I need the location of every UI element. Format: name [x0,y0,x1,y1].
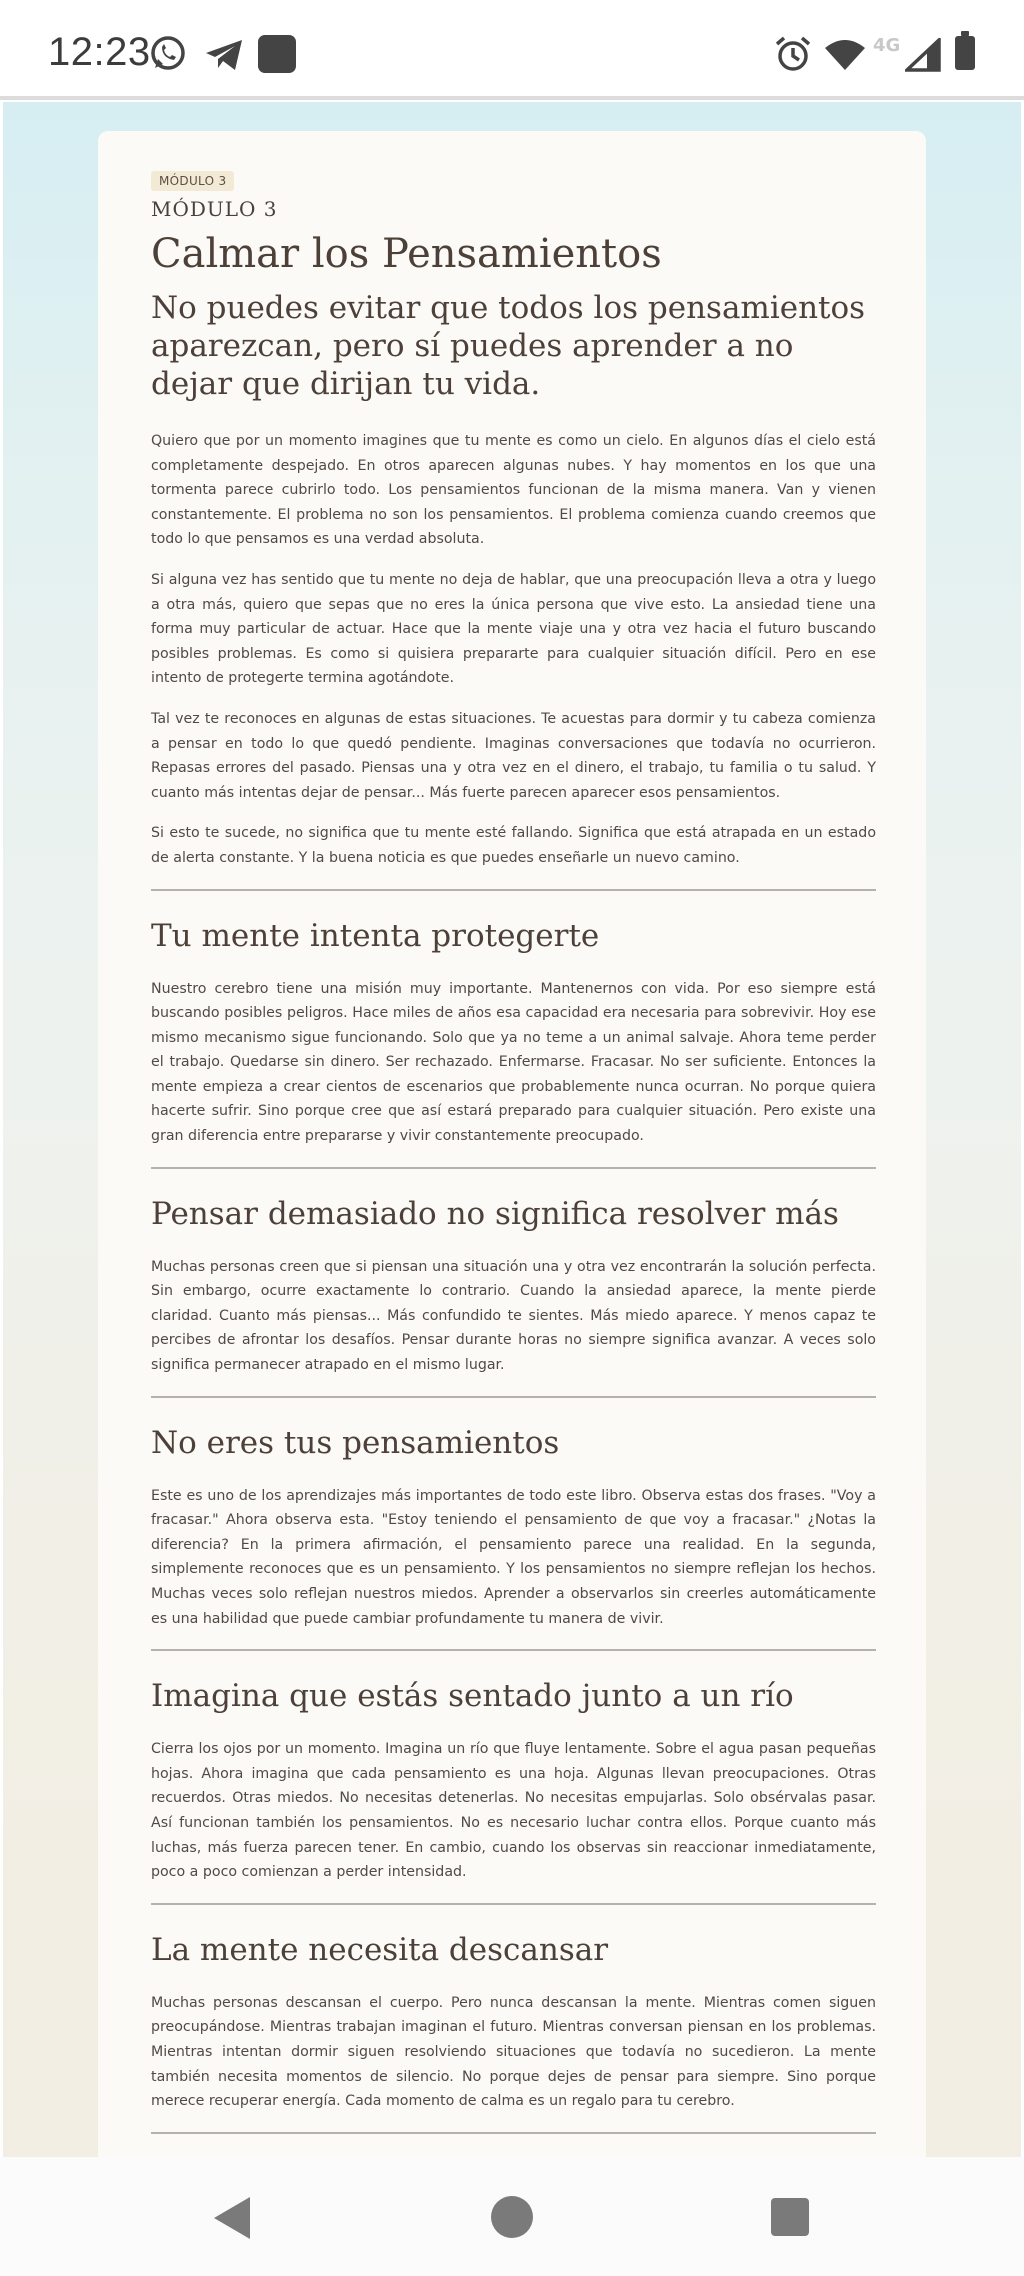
battery-icon [955,36,975,70]
status-bar [0,0,1024,96]
section-heading: No eres tus pensamientos [151,1424,560,1461]
whatsapp-icon [148,34,188,74]
section-divider [151,2132,876,2134]
section-divider [151,889,876,891]
section-divider [151,1167,876,1169]
section-divider [151,1903,876,1905]
telegram-icon [204,38,244,72]
section-paragraph: Cierra los ojos por un momento. Imagina un río que fluye lentamente. Sobre el agua pasan pequeñas hojas. Ahora imagina que cada pensamiento es una hoja. Algunas llevan preocupaciones. Otras recuerdos. Otras miedos. No necesitas detenerlas. No necesitas empujarlas. Solo obsérvalas pasar. Así funcionan también los pensamientos. No es necesario luchar contra ellos. Porque cuanto más luchas, más fuerza parecen tener. En cambio, cuando los observas sin reaccionar inmediatamente, poco a poco comienzan a perder intensidad. [151,1741,876,1881]
alarm-icon [773,34,813,74]
home-icon[interactable] [490,2195,534,2239]
section-divider [151,1396,876,1398]
page-viewport[interactable] [3,102,1021,2157]
section-divider [151,1649,876,1651]
intro-paragraph: Si esto te sucede, no significa que tu mente esté fallando. Significa que está atrapada en un estado de alerta constante. Y la buena noticia es que puedes enseñarle un nuevo camino. [151,825,876,866]
recents-icon[interactable] [770,2197,810,2237]
intro-paragraph: Si alguna vez has sentido que tu mente no deja de hablar, que una preocupación lleva a otra y luego a otra más, quiero que sepas que no eres la única persona que vive esto. La ansiedad tiene una forma muy particular de actuar. Hace que la mente viaje una y otra vez hacia el futuro buscando posibles problemas. Es como si quisiera prepararte para cualquier situación difícil. Pero en ese intento de protegerte termina agotándote. [151,571,876,687]
page-subtitle: No puedes evitar que todos los pensamientos aparezcan, pero sí puedes aprender a no dejar que dirijan tu vida. [151,290,866,402]
section-heading: Imagina que estás sentado junto a un río [151,1678,794,1715]
module-label: MÓDULO 3 [151,197,278,221]
back-icon[interactable] [210,2195,254,2241]
section-heading: La mente necesita descansar [151,1931,609,1968]
signal-icon [905,38,941,72]
section-paragraph: Muchas personas descansan el cuerpo. Pero nunca descansan la mente. Mientras comen siguen preocupándose. Mientras trabajan imaginan el futuro. Mientras conversan piensan en los problemas. Mientras intentan dormir siguen resolviendo situaciones que todavía no sucedieron. La mente también necesita momentos de silencio. No porque dejes de pensar para siempre. Sino porque merece recuperar energía. Cada momento de calma es un regalo para tu cerebro. [151,1994,876,2110]
section-paragraph: Nuestro cerebro tiene una misión muy importante. Mantenernos con vida. Por eso siempre está buscando posibles peligros. Hace miles de años esa capacidad era necesaria para sobrevivir. Hoy ese mismo mecanismo sigue funcionando. Solo que ya no teme a un animal salvaje. Ahora teme perder el trabajo. Quedarse sin dinero. Ser rechazado. Enfermarse. Fracasar. No ser suficiente. Entonces la mente empieza a crear cientos de escenarios que probablemente nunca ocurran. No porque quiera hacerte sufrir. Sino porque cree que así estará preparado para cualquier situación. Pero existe una gran diferencia entre prepararse y vivir constantemente preocupado. [151,980,876,1145]
intro-paragraph: Tal vez te reconoces en algunas de estas situaciones. Te acuestas para dormir y tu cabeza comienza a pensar en todo lo que quedó pendiente. Imaginas conversaciones que todavía no ocurrieron. Repasas errores del pasado. Piensas una y otra vez en el dinero, el trabajo, tu familia o tu salud. Y cuanto más intentas dejar de pensar... Más fuerte parecen aparecer esos pensamientos. [151,710,876,801]
intro-paragraph: Quiero que por un momento imagines que tu mente es como un cielo. En algunos días el cielo está completamente despejado. En otros aparecen algunas nubes. Y hay momentos en los que una tormenta parece cubrirlo todo. Los pensamientos funcionan de la misma manera. Van y vienen constantemente. El problema no son los pensamientos. El problema comienza cuando creemos que todo lo que pensamos es una verdad absoluta. [151,433,876,548]
page-title: Calmar los Pensamientos [151,231,662,277]
section-paragraph: Muchas personas creen que si piensan una situación una y otra vez encontrarán la solución perfecta. Sin embargo, ocurre exactamente lo contrario. Cuando la ansiedad aparece, la mente pierde claridad. Cuanto más piensas... Más confundido te sientes. Más miedo aparece. Y menos capaz te percibes de afrontar los desafíos. Pensar durante horas no siempre significa avanzar. A veces solo significa permanecer atrapado en el mismo lugar. [151,1258,876,1374]
module-badge: MÓDULO 3 [151,171,234,191]
article-content [151,171,876,2157]
content-card [98,131,926,2157]
section-heading: Pensar demasiado no significa resolver más [151,1195,839,1232]
status-time: 12:23 [48,30,151,74]
navigation-bar [0,2157,1024,2276]
status-bar-divider [0,96,1024,100]
network-type-label: 4G [873,35,901,56]
wifi-icon [823,38,867,72]
section-heading: Tu mente intenta protegerte [151,917,600,954]
app-square-icon [258,35,296,73]
section-paragraph: Este es uno de los aprendizajes más importantes de todo este libro. Observa estas dos frases. "Voy a fracasar." Ahora observa esta. "Estoy teniendo el pensamiento de que voy a fracasar." ¿Notas la diferencia? En la primera afirmación, el pensamiento parece una realidad. En la segunda, simplemente reconoces que es un pensamiento. Y los pensamientos no siempre reflejan los hechos. Muchas veces solo reflejan nuestros miedos. Aprender a observarlos sin creerles automáticamente es una habilidad que puede cambiar profundamente tu manera de vivir. [151,1487,876,1627]
